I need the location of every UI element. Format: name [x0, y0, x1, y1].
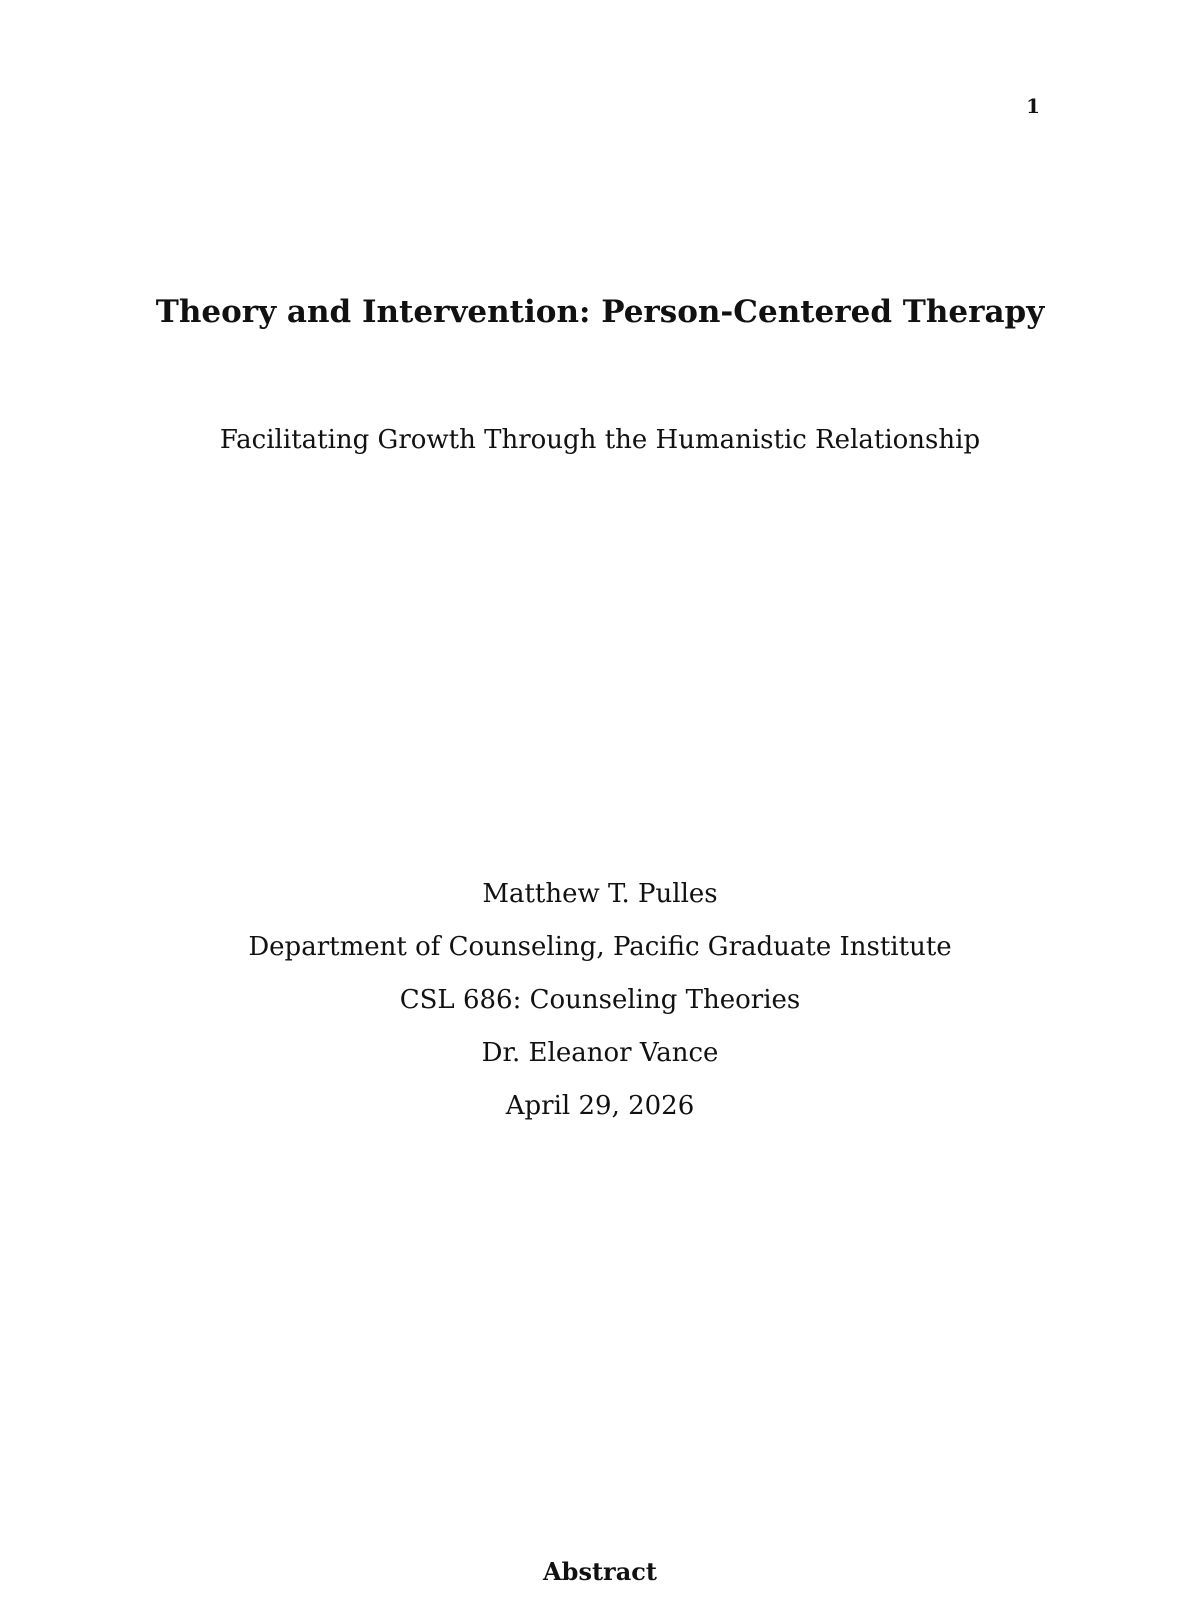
paper-title: Theory and Intervention: Person-Centered Therapy [155, 294, 1045, 330]
abstract-heading: Abstract [543, 1557, 657, 1586]
course-name: CSL 686: Counseling Theories [399, 985, 801, 1015]
page-number: 1 [1026, 94, 1040, 118]
submission-date: April 29, 2026 [505, 1091, 695, 1121]
author-affiliation: Department of Counseling, Pacific Graduate Institute [248, 932, 952, 962]
instructor-name: Dr. Eleanor Vance [481, 1038, 719, 1068]
paper-subtitle: Facilitating Growth Through the Humanistic Relationship [219, 425, 981, 455]
author-name: Matthew T. Pulles [482, 879, 718, 909]
author-block [0, 868, 1200, 1133]
